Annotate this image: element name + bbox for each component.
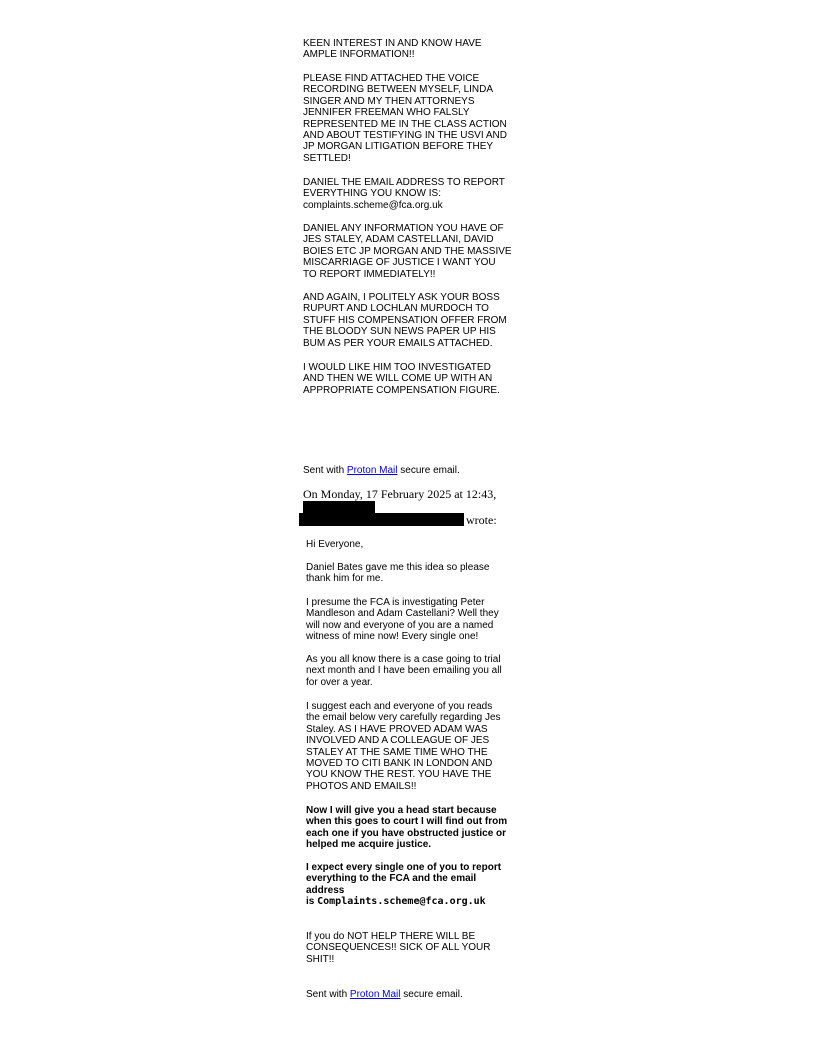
- redacted-sender-name: [303, 501, 375, 513]
- signature-suffix: secure email.: [400, 989, 463, 1000]
- original-signature: [306, 989, 521, 1000]
- signature-prefix: Sent with: [303, 465, 347, 476]
- quote-header-date: On Monday, 17 February 2025 at 12:43,: [303, 487, 497, 501]
- proton-mail-link[interactable]: Proton Mail: [349, 989, 401, 1000]
- signature-suffix: secure email.: [397, 465, 460, 476]
- reply-paragraph: DANIEL ANY INFORMATION YOU HAVE OF JES STALEY, ADAM CASTELLANI, DAVID BOIES ETC JP MORGAN AND THE MASSIVE MISCARRIAGE OF JUSTICE I WANT YOU TO REPORT IMMEDIATELY!!: [303, 223, 512, 280]
- original-paragraph-bold: Now I will give you a head start because when this goes to court I will find out from each one if you have obstructed justice or helped me acquire justice.: [306, 805, 508, 851]
- original-paragraph: As you all know there is a case going to trial next month and I have been emailing you all for over a year.: [306, 654, 502, 688]
- original-paragraph: Daniel Bates gave me this idea so please thank him for me.: [306, 562, 490, 585]
- original-paragraph: I suggest each and everyone of you reads the email below very carefully regarding Jes Staley. AS I HAVE PROVED ADAM WAS INVOLVED AND A COLLEAGUE OF JES STALEY AT THE SAME TIME WHO THE MOVED TO CITI BANK IN LONDON AND YOU KNOW THE REST. YOU HAVE THE PHOTOS AND EMAILS!!: [306, 701, 501, 792]
- original-greeting: Hi Everyone,: [306, 539, 364, 550]
- reply-signature: [303, 465, 523, 476]
- reply-paragraph: KEEN INTEREST IN AND KNOW HAVE AMPLE INFORMATION!!: [303, 38, 482, 61]
- reply-paragraph: I WOULD LIKE HIM TOO INVESTIGATED AND THEN WE WILL COME UP WITH AN APPROPRIATE COMPENSATION FIGURE.: [303, 362, 500, 396]
- report-instruction: I expect every single one of you to report everything to the FCA and the email address is: [306, 862, 502, 908]
- proton-mail-link[interactable]: Proton Mail: [346, 465, 398, 476]
- reply-paragraph: PLEASE FIND ATTACHED THE VOICE RECORDING BETWEEN MYSELF, LINDA SINGER AND MY THEN ATTORNEYS JENNIFER FREEMAN WHO FALSLY REPRESENTED ME IN THE CLASS ACTION AND ABOUT TESTIFYING IN THE USVI AND JP MORGAN LITIGATION BEFORE THEY SETTLED!: [303, 73, 507, 164]
- signature-prefix: Sent with: [306, 989, 350, 1000]
- complaints-email-address: Complaints.scheme@fca.org.uk: [317, 896, 486, 908]
- redacted-sender-email: [299, 513, 464, 526]
- quote-header-wrote: wrote:: [466, 513, 497, 527]
- reply-paragraph: DANIEL THE EMAIL ADDRESS TO REPORT EVERYTHING YOU KNOW IS: complaints.scheme@fca.org.uk: [303, 177, 505, 211]
- original-paragraph: If you do NOT HELP THERE WILL BE CONSEQUENCES!! SICK OF ALL YOUR SHIT!!: [306, 931, 491, 965]
- original-paragraph: I presume the FCA is investigating Peter Mandleson and Adam Castellani? Well they will now and everyone of you are a named witness of mine now! Every single one!: [306, 597, 499, 643]
- original-paragraph-bold: [306, 862, 521, 908]
- reply-paragraph: AND AGAIN, I POLITELY ASK YOUR BOSS RUPURT AND LOCHLAN MURDOCH TO STUFF HIS COMPENSATION OFFER FROM THE BLOODY SUN NEWS PAPER UP HIS BUM AS PER YOUR EMAILS ATTACHED.: [303, 292, 507, 349]
